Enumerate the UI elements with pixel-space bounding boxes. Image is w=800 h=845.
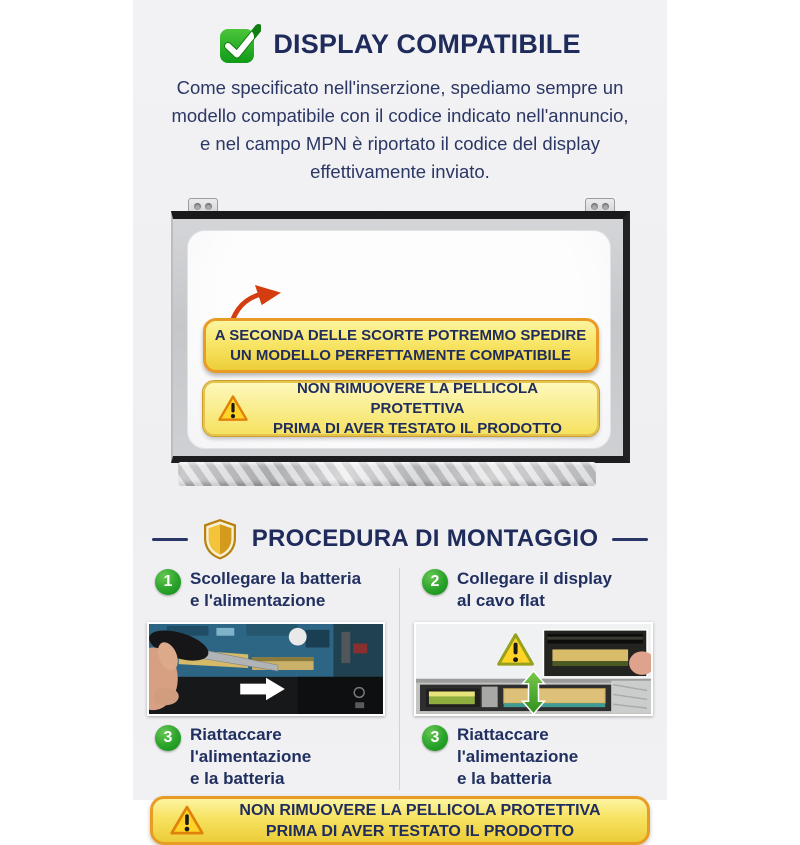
panel-foil-strip [178,462,596,486]
heading-rule-right [612,538,648,541]
stock-notice-label [203,318,599,373]
step-text-line: Scollegare la batteria [190,569,362,588]
step-text [457,568,612,612]
procedure-header [133,518,667,560]
step-3-right [414,724,653,790]
film-warning-label [203,381,599,436]
step-text [190,724,385,790]
photo-connect-flat-cable [414,622,653,716]
footer-warning-line: NON RIMUOVERE LA PELLICOLA PROTETTIVA [239,801,601,819]
film-warning-line: PRIMA DI AVER TESTATO IL PRODOTTO [273,419,562,437]
step-text-line: e la batteria [457,769,552,788]
procedure-column-1 [133,568,400,790]
film-warning-line: NON RIMUOVERE LA PELLICOLA PROTETTIVA [296,379,539,417]
warning-triangle-icon [217,394,249,423]
stock-notice-line: A SECONDA DELLE SCORTE POTREMMO SPEDIRE [214,326,587,344]
step-2 [414,568,653,618]
description [133,74,667,186]
film-warning-text [249,379,587,439]
compatible-check-icon [219,24,261,64]
step-number-badge: 3 [422,725,448,751]
step-1 [147,568,385,618]
heading-rule-left [152,538,188,541]
step-text [457,724,653,790]
step-text [190,568,361,612]
shield-icon [202,518,238,560]
step-text-line: e l'alimentazione [190,591,326,610]
procedure-column-2 [400,568,667,790]
step-text-line: Riattaccare l'alimentazione [190,725,312,766]
procedure-title: PROCEDURA DI MONTAGGIO [251,525,599,552]
step-text-line: e la batteria [190,769,285,788]
step-text-line: Collegare il display [457,569,612,588]
footer-warning-text [205,800,635,842]
photo-disconnect-battery [147,622,385,716]
procedure-columns [133,568,667,790]
step-text-line: Riattaccare l'alimentazione [457,725,579,766]
description-line: modello compatibile con il codice indicato nell'annuncio, [171,105,629,126]
lcd-panel-image [171,198,630,488]
footer-warning-line: PRIMA DI AVER TESTATO IL PRODOTTO [265,822,575,840]
step-number-badge: 3 [155,725,181,751]
content-panel [133,0,667,840]
stock-notice-line: UN MODELLO PERFETTAMENTE COMPATIBILE [230,346,571,364]
step-text-line: al cavo flat [457,591,545,610]
header [133,24,667,64]
description-line: Come specificato nell'inserzione, spediamo sempre un [176,77,624,98]
footer-warning-banner [150,796,650,845]
description-line: e nel campo MPN è riportato il codice del display [200,133,600,154]
step-number-badge: 2 [422,569,448,595]
step-number-badge: 1 [155,569,181,595]
description-line: effettivamente inviato. [310,161,490,182]
page-title: DISPLAY COMPATIBILE [273,28,581,59]
step-3-left [147,724,385,790]
warning-triangle-icon [169,804,205,837]
